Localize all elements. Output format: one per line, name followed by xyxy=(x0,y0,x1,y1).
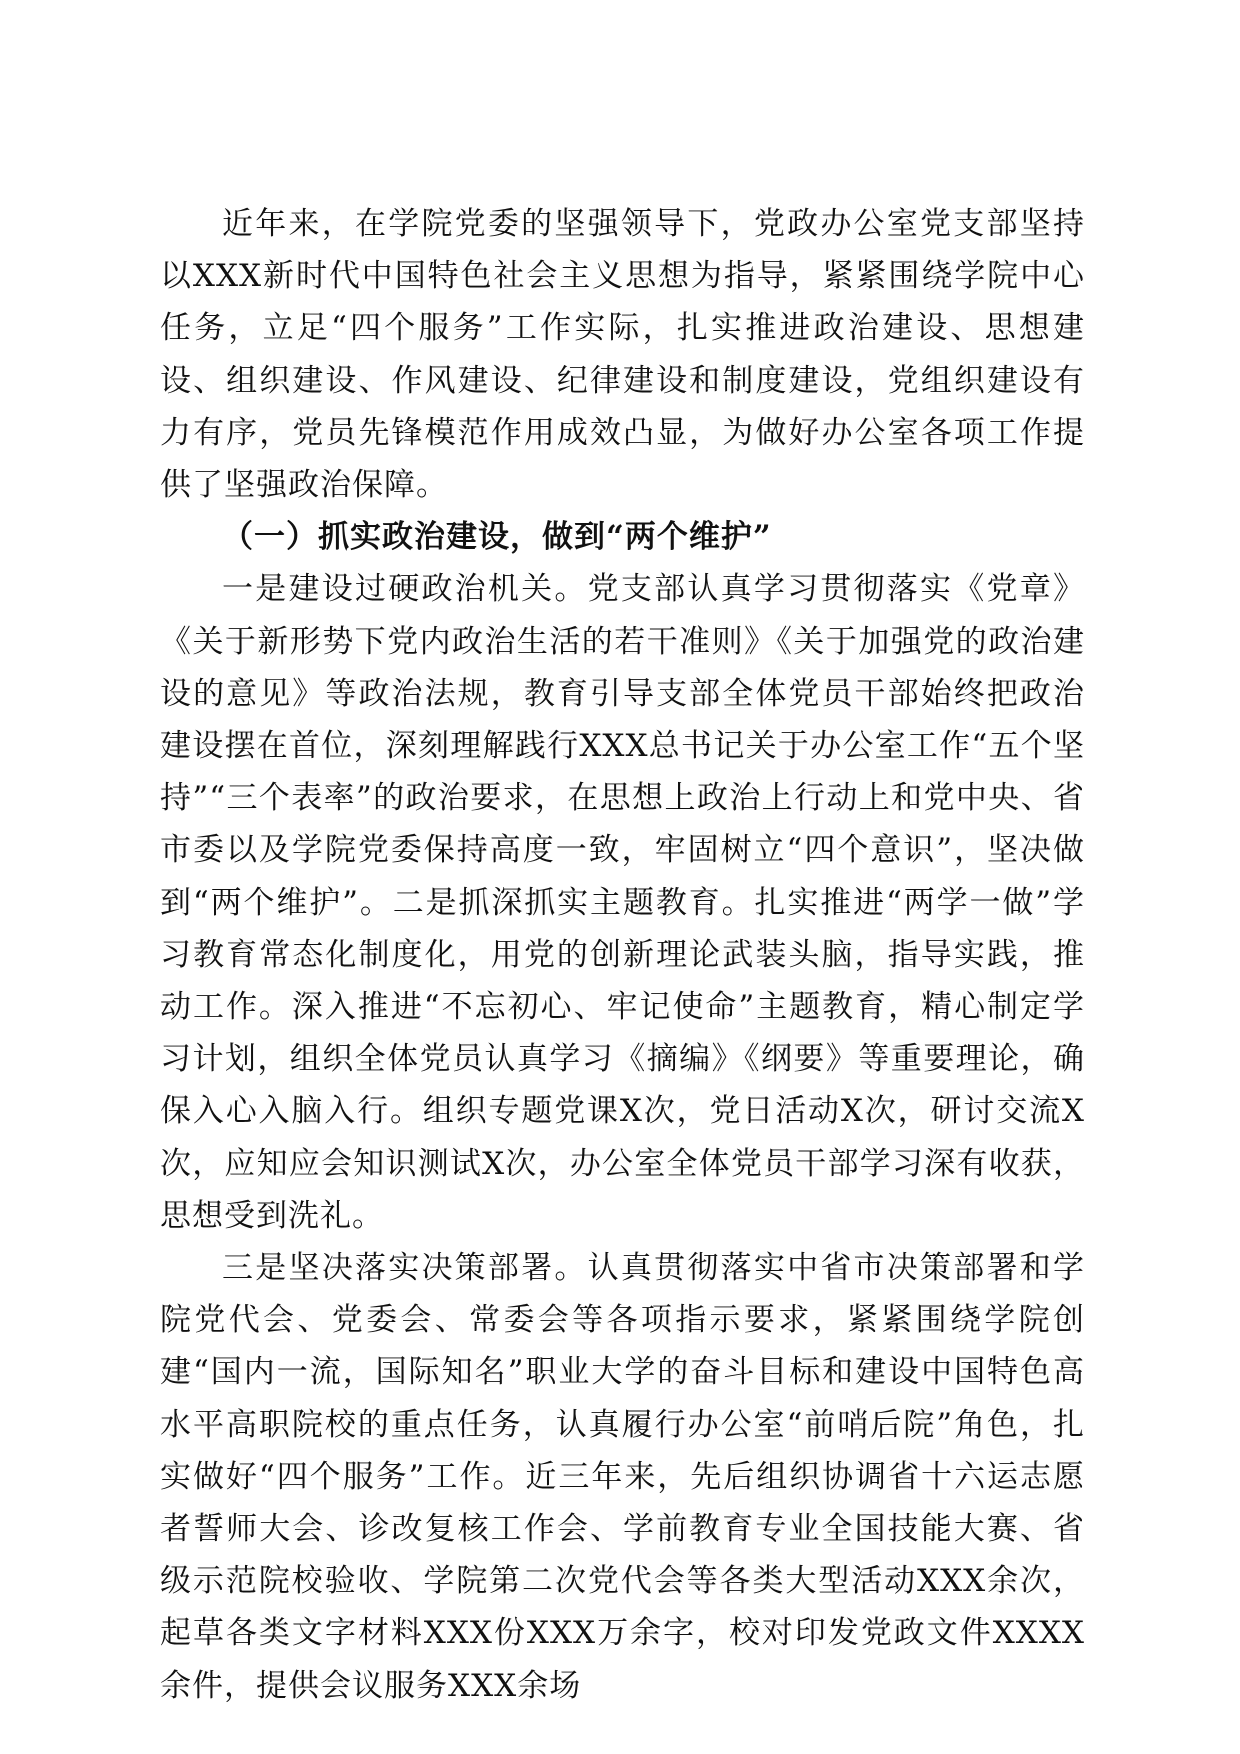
document-body xyxy=(160,198,1085,1712)
body-paragraph: 三是坚决落实决策部署。认真贯彻落实中省市决策部署和学院党代会、党委会、常委会等各项指示要求，紧紧围绕学院创建“国内一流，国际知名”职业大学的奋斗目标和建设中国特色高水平高职院校的重点任务，认真履行办公室“前哨后院”角色，扎实做好“四个服务”工作。近三年来，先后组织协调省十六运志愿者誓师大会、诊改复核工作会、学前教育专业全国技能大赛、省级示范院校验收、学院第二次党代会等各类大型活动XXX余次，起草各类文字材料XXX份XXX万余字，校对印发党政文件XXXX余件，提供会议服务XXX余场 xyxy=(160,1250,1085,1704)
body-paragraph: 一是建设过硬政治机关。党支部认真学习贯彻落实《党章》《关于新形势下党内政治生活的若干准则》《关于加强党的政治建设的意见》等政治法规，教育引导支部全体党员干部始终把政治建设摆在首位，深刻理解践行XXX总书记关于办公室工作“五个坚持”“三个表率”的政治要求，在思想上政治上行动上和党中央、省市委以及学院党委保持高度一致，牢固树立“四个意识”，坚决做到“两个维护”。二是抓深抓实主题教育。扎实推进“两学一做”学习教育常态化制度化，用党的创新理论武装头脑，指导实践，推动工作。深入推进“不忘初心、牢记使命”主题教育，精心制定学习计划，组织全体党员认真学习《摘编》《纲要》等重要理论，确保入心入脑入行。组织专题党课X次，党日活动X次，研讨交流X次，应知应会知识测试X次，办公室全体党员干部学习深有收获，思想受到洗礼。 xyxy=(160,571,1085,1234)
section-heading: （一）抓实政治建设，做到“两个维护” xyxy=(222,519,772,556)
intro-paragraph: 近年来，在学院党委的坚强领导下，党政办公室党支部坚持以XXX新时代中国特色社会主义思想为指导，紧紧围绕学院中心任务，立足“四个服务”工作实际，扎实推进政治建设、思想建设、组织建设、作风建设、纪律建设和制度建设，党组织建设有力有序，党员先锋模范作用成效凸显，为做好办公室各项工作提供了坚强政治保障。 xyxy=(160,206,1085,504)
